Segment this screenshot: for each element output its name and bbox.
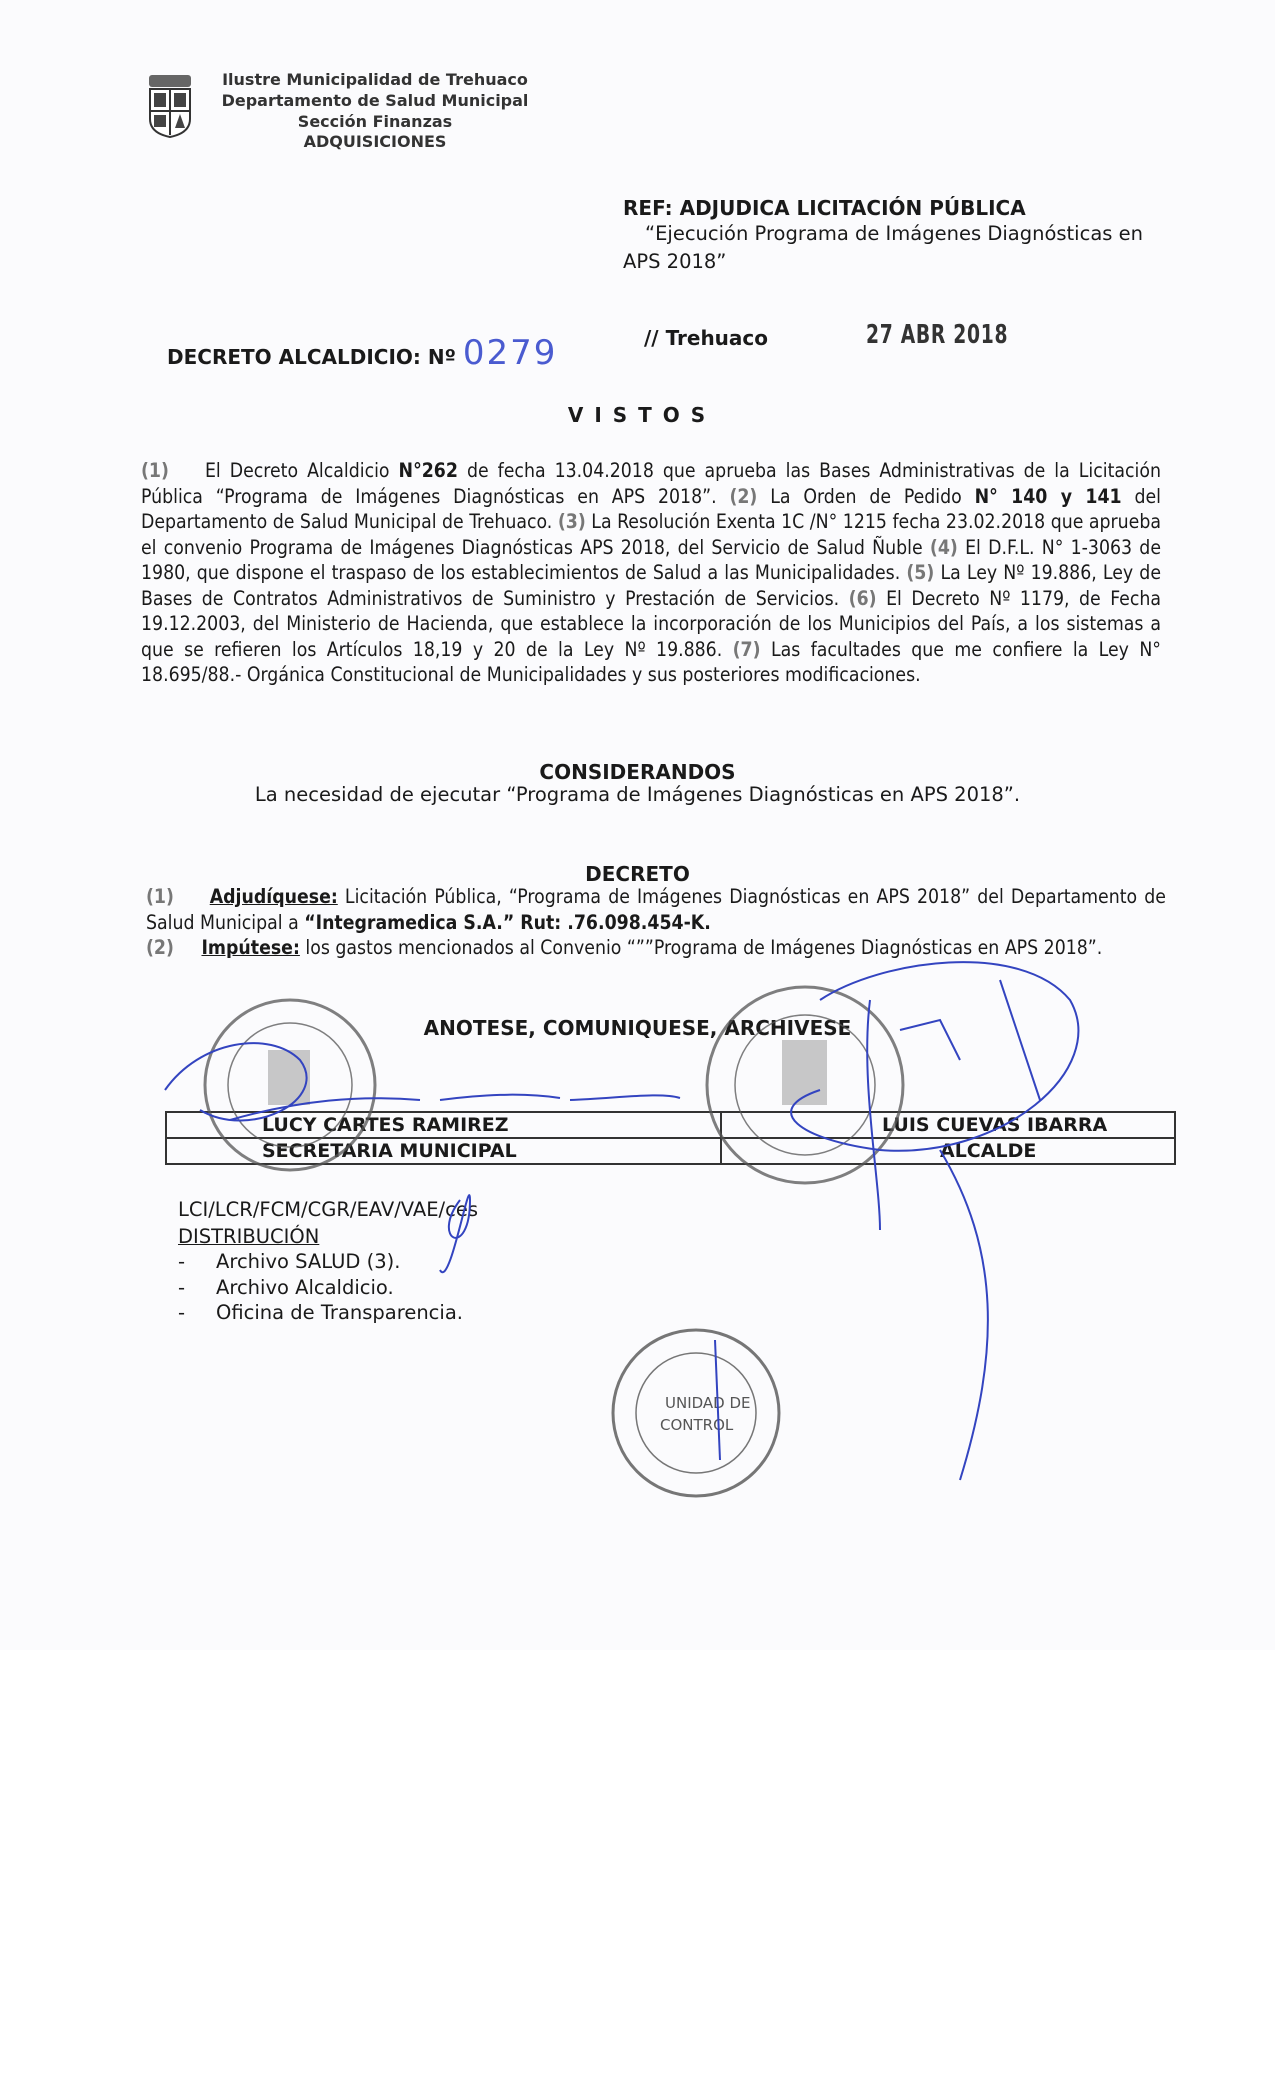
vistos-item-number: (7)	[732, 637, 761, 661]
svg-text:CONTROL: CONTROL	[660, 1416, 734, 1434]
considerandos-text: La necesidad de ejecutar “Programa de Imágenes Diagnósticas en APS 2018”.	[254, 783, 1021, 806]
distribution-heading: DISTRIBUCIÓN	[178, 1225, 320, 1248]
signature-table	[165, 1111, 1176, 1165]
ref-subtitle: “Ejecución Programa de Imágenes Diagnósticas en APS 2018”	[623, 222, 1143, 273]
vistos-item-number: (4)	[929, 535, 958, 559]
mayor-role: ALCALDE	[721, 1138, 1175, 1164]
decree-number-line	[167, 333, 557, 373]
secretary-role: SECRETARIA MUNICIPAL	[166, 1138, 721, 1164]
distribution-item: - Oficina de Transparencia.	[178, 1301, 463, 1324]
header-section: Sección Finanzas	[297, 112, 453, 131]
decree-label: DECRETO ALCALDICIO: Nº	[167, 345, 456, 369]
mayor-name: LUIS CUEVAS IBARRA	[721, 1112, 1175, 1138]
closing-formula: ANOTESE, COMUNIQUESE, ARCHIVESE	[423, 1016, 852, 1040]
initials: LCI/LCR/FCM/CGR/EAV/VAE/ces	[178, 1198, 478, 1221]
header-unit: ADQUISICIONES	[303, 132, 447, 151]
vistos-item-number: (2)	[729, 484, 758, 508]
decree-number-handwritten: 0279	[462, 333, 558, 373]
distribution-item: - Archivo SALUD (3).	[178, 1250, 401, 1273]
decreto-item-1: (1) Adjudíquese: Licitación Pública, “Programa de Imágenes Diagnósticas en APS 2018” del Departamento de Salud Municipal a “Integramedica S.A.” Rut: .76.098.454-K.	[146, 885, 1166, 934]
ref-title: REF: ADJUDICA LICITACIÓN PÚBLICA	[623, 196, 1026, 220]
vistos-item-number: (1)	[141, 459, 169, 482]
decreto-item-2: (2) Impútese: los gastos mencionados al Convenio “””Programa de Imágenes Diagnósticas en APS 2018”.	[146, 936, 1103, 959]
vistos-paragraph: (1) El Decreto Alcaldicio N°262 de fecha 13.04.2018 que aprueba las Bases Administrativas de la Licitación Pública “Programa de Imágenes Diagnósticas en APS 2018”. (2) La Orden de Pedido N° 140 y 141 del Departamento de Salud Municipal de Trehuaco. (3) La Resolución Exenta 1C /N° 1215 fecha 23.02.2018 que aprueba el convenio Programa de Imágenes Diagnósticas APS 2018, del Servicio de Salud Ñuble (4) El D.F.L. N° 1-3063 de 1980, que dispone el traspaso de los establecimientos de Salud a las Municipalidades. (5) La Ley Nº 19.886, Ley de Bases de Contratos Administrativos de Suministro y Prestación de Servicios. (6) El Decreto Nº 1179, de Fecha 19.12.2003, del Ministerio de Hacienda, que establece la incorporación de los Municipios del País, a los sistemas a que se refieren los Artículos 18,19 y 20 de la Ley Nº 19.886. (7) Las facultades que me confiere la Ley N° 18.695/88.- Orgánica Constitucional de Municipalidades y sus posteriores modificaciones.	[141, 459, 1162, 686]
vistos-heading: V I S T O S	[567, 403, 708, 427]
vistos-item-number: (3)	[557, 510, 586, 533]
header-municipality: Ilustre Municipalidad de Trehuaco	[222, 70, 528, 89]
decreto-heading: DECRETO	[585, 862, 690, 886]
decree-date-stamp: 27 ABR 2018	[866, 320, 1009, 350]
decree-place: // Trehuaco	[644, 326, 769, 350]
awarded-company: “Integramedica S.A.” Rut: .76.098.454-K.	[304, 910, 711, 934]
considerandos-heading: CONSIDERANDOS	[539, 760, 736, 784]
vistos-item-number: (6)	[848, 586, 877, 610]
header-department: Departamento de Salud Municipal	[221, 91, 529, 110]
vistos-item-number: (5)	[906, 561, 935, 584]
municipal-coat-of-arms-logo	[145, 73, 195, 139]
distribution-item: - Archivo Alcaldicio.	[178, 1276, 394, 1299]
secretary-name: LUCY CARTES RAMIREZ	[166, 1112, 721, 1138]
control-stamp-text: UNIDAD DE	[665, 1394, 751, 1412]
